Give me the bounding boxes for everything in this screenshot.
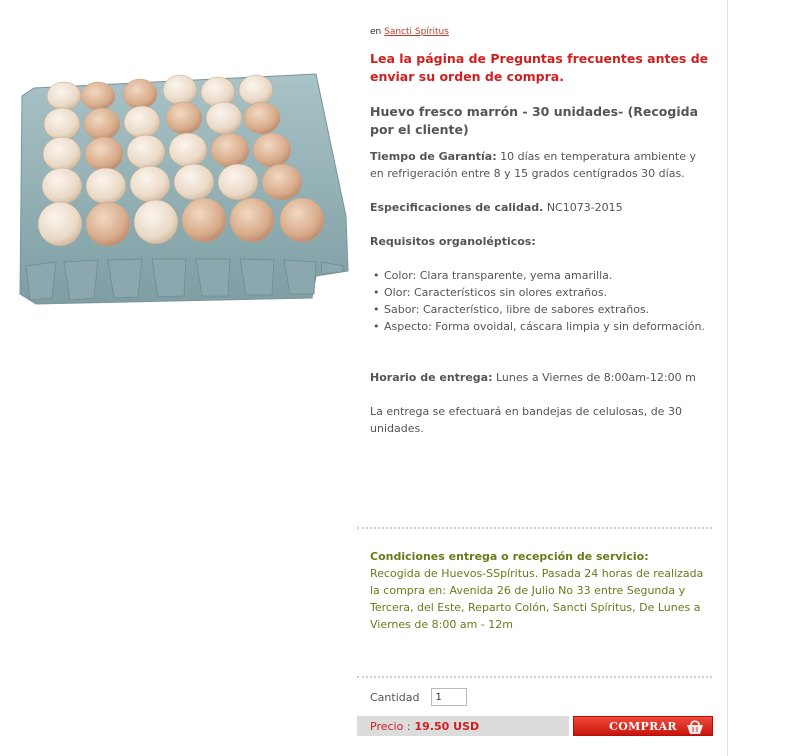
quality-label: Especificaciones de calidad.	[370, 201, 544, 214]
organoleptic-label: Requisitos organolépticos:	[370, 235, 536, 248]
list-item: • Olor: Característicos sin olores extraños.	[370, 284, 712, 301]
quantity-input[interactable]	[431, 688, 467, 706]
list-item: • Sabor: Característico, libre de sabores extraños.	[370, 301, 712, 318]
right-border	[727, 0, 728, 756]
warranty-label: Tiempo de Garantía:	[370, 150, 497, 163]
schedule-line	[370, 369, 712, 386]
product-image	[16, 66, 356, 310]
faq-notice: Lea la página de Preguntas frecuentes antes de enviar su orden de compra.	[370, 51, 709, 84]
quality-line	[370, 199, 712, 216]
price-bar	[357, 716, 569, 736]
quality-value: NC1073-2015	[546, 201, 623, 214]
egg-tray-image	[16, 66, 356, 310]
divider	[357, 676, 712, 678]
organoleptic-heading	[370, 233, 712, 250]
conditions-title: Condiciones entrega o recepción de servicio:	[370, 550, 649, 563]
location-link[interactable]: Sancti Spíritus	[384, 27, 449, 37]
divider	[357, 527, 712, 529]
buy-label: COMPRAR	[609, 719, 677, 733]
quantity-label: Cantidad	[370, 690, 420, 704]
delivery-note: La entrega se efectuará en bandejas de celulosas, de 30 unidades.	[370, 405, 682, 435]
price-value: 19.50 USD	[414, 719, 480, 733]
price-label: Precio :	[370, 719, 411, 733]
schedule-label: Horario de entrega:	[370, 371, 493, 384]
warranty-line	[370, 148, 712, 182]
conditions-section	[370, 548, 712, 633]
product-description	[370, 148, 712, 437]
schedule-value: Lunes a Viernes de 8:00am-12:00 m	[496, 371, 696, 384]
list-item: • Aspecto: Forma ovoidal, cáscara limpia y sin deformación.	[370, 318, 712, 335]
conditions-text: Recogida de Huevos-SSpíritus. Pasada 24 horas de realizada la compra en: Avenida 26 de Julio No 33 entre Segunda y Tercera, del Este, Reparto Colón, Sancti Spíritus, De Lunes a Viernes de 8:00 am - 12m	[370, 567, 704, 631]
location-prefix: en	[370, 27, 382, 37]
basket-icon	[684, 718, 706, 739]
list-item: • Color: Clara transparente, yema amarilla.	[370, 267, 712, 284]
warranty-value: 10 días en temperatura ambiente y en refrigeración entre 8 y 15 grados centígrados 30 días.	[370, 150, 697, 180]
location-line	[370, 27, 712, 37]
quantity-row	[370, 688, 467, 706]
organoleptic-list	[370, 267, 712, 335]
product-title: Huevo fresco marrón - 30 unidades- (Recogida por el cliente)	[370, 104, 699, 137]
buy-button[interactable]	[573, 716, 713, 736]
